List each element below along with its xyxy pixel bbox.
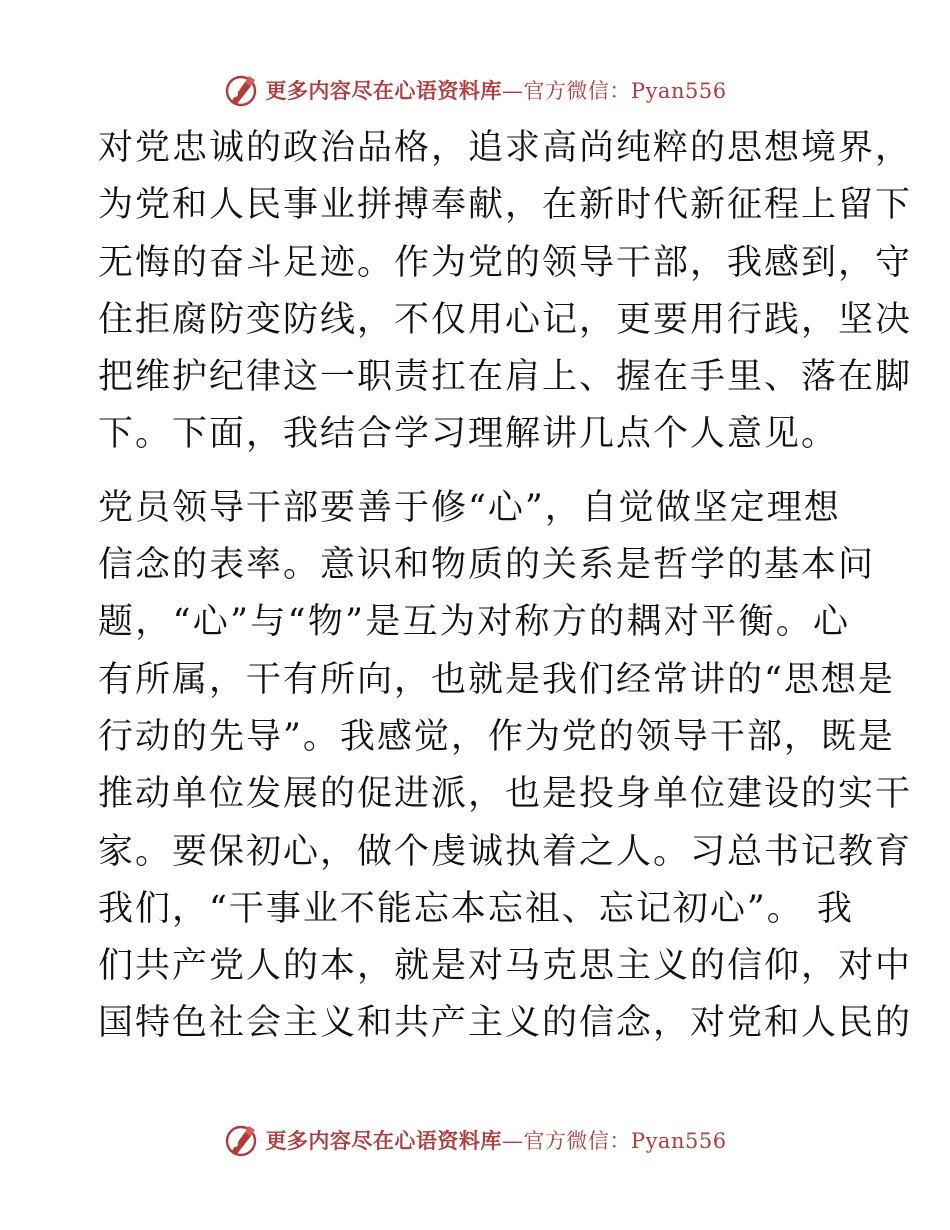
text-line: 对党忠诚的政治品格，追求高尚纯粹的思想境界， — [98, 128, 913, 168]
header-banner-sep: — — [501, 79, 524, 103]
text-line: 把维护纪律这一职责扛在肩上、握在手里、落在脚 — [98, 357, 913, 398]
header-banner-text — [265, 75, 726, 105]
text-line: 们共产党人的本，就是对马克思主义的信仰，对中 — [98, 946, 913, 987]
text-line: 下。下面，我结合学习理解讲几点个人意见。 — [98, 414, 839, 455]
text-line: 推动单位发展的促进派，也是投身单位建设的实干 — [98, 774, 913, 815]
body-text — [98, 120, 913, 1053]
paragraph-2 — [98, 480, 913, 1053]
paragraph-1 — [98, 120, 913, 464]
text-line: 为党和人民事业拼搏奉献，在新时代新征程上留下 — [98, 185, 913, 226]
text-line: 我们，“干事业不能忘本忘祖、忘记初心”。 我 — [98, 888, 854, 929]
text-line: 无悔的奋斗足迹。作为党的领导干部，我感到，守 — [98, 242, 913, 283]
header-banner — [0, 70, 950, 110]
text-line: 家。要保初心，做个虔诚执着之人。习总书记教育 — [98, 831, 913, 872]
text-line: 行动的先导”。我感觉，作为党的领导干部，既是 — [98, 716, 895, 757]
text-line: 党员领导干部要善于修“心”，自觉做坚定理想 — [98, 487, 841, 528]
header-banner-contact: 官方微信：Pyan556 — [523, 79, 727, 103]
pen-nib-logo-icon — [223, 1122, 259, 1158]
pen-nib-logo-icon — [223, 72, 259, 108]
header-banner-main: 更多内容尽在心语资料库 — [265, 78, 502, 103]
footer-banner-sep: — — [501, 1129, 524, 1153]
text-line: 国特色社会主义和共产主义的信念，对党和人民的 — [98, 1003, 913, 1044]
text-line: 信念的表率。意识和物质的关系是哲学的基本问 — [98, 545, 876, 586]
footer-banner-text — [265, 1125, 726, 1155]
text-line: 题，“心”与“物”是互为对称方的耦对平衡。心 — [98, 602, 850, 643]
text-line: 有所属，干有所向，也就是我们经常讲的“思想是 — [98, 659, 895, 700]
text-line: 住拒腐防变防线，不仅用心记，更要用行践，坚决 — [98, 299, 913, 340]
footer-banner-main: 更多内容尽在心语资料库 — [265, 1128, 502, 1153]
footer-banner-contact: 官方微信：Pyan556 — [523, 1129, 727, 1153]
footer-banner — [0, 1120, 950, 1160]
